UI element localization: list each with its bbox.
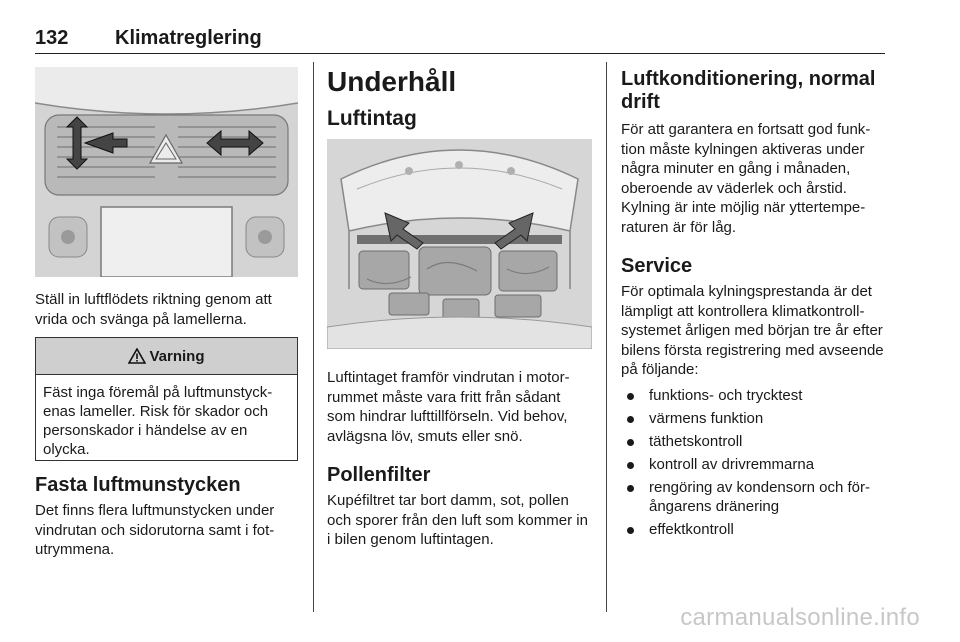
page-section-title: Klimatreglering — [115, 27, 262, 49]
list-item: funktions- och trycktest — [621, 386, 886, 406]
list-item: effektkontroll — [621, 520, 886, 540]
air-intake-text: Luftintaget framför vindrutan i motorrummet måste vara fritt från sådant som hindrar lufttillförseln. Vid behov, avlägsna löv, smuts eller snö. — [327, 369, 570, 445]
warning-title: Varning — [149, 347, 205, 365]
list-item: kontroll av drivremmarna — [621, 455, 886, 475]
list-item: värmens funktion — [621, 409, 886, 429]
ac-text: För att garantera en fortsatt god funktion måste kylningen aktiveras under några minuter en gång i månaden, oberoende av väderlek och årstid. Kylning är inte möjlig när yttertemperaturen är för låg. — [621, 121, 871, 236]
page-header — [35, 27, 885, 54]
warning-box — [35, 337, 298, 461]
bullet-icon — [627, 462, 634, 469]
ac-heading: Luftkonditionering, normal drift — [621, 68, 876, 113]
fixed-vents-heading: Fasta luftmunstycken — [35, 474, 241, 496]
service-heading: Service — [621, 255, 693, 277]
air-vents-illustration — [35, 67, 298, 277]
service-checklist — [621, 386, 886, 540]
warning-header — [36, 338, 297, 375]
bullet-icon — [627, 393, 634, 400]
pollen-filter-heading: Pollenfilter — [327, 464, 431, 486]
air-intake-heading: Luftintag — [327, 107, 417, 130]
bullet-icon — [627, 439, 634, 446]
watermark: carmanualsonline.info — [680, 604, 920, 631]
vent-caption: Ställ in luftflödets riktning genom att vrida och svänga på lamellerna. — [35, 291, 272, 328]
list-item: täthetskontroll — [621, 432, 886, 452]
pollen-filter-text: Kupéfiltret tar bort damm, sot, pollen och sporer från den luft som kommer in i bilen genom luftintagen. — [327, 492, 588, 548]
column-divider — [313, 62, 314, 612]
engine-bay-illustration — [327, 139, 592, 349]
warning-triangle-icon — [128, 348, 146, 364]
bullet-icon — [627, 485, 634, 492]
page-number: 132 — [35, 27, 69, 49]
maintenance-heading: Underhåll — [327, 66, 457, 97]
fixed-vents-text: Det finns flera luftmunstycken under vindrutan och sidorutorna samt i fotutrymmena. — [35, 502, 275, 558]
service-text: För optimala kylningsprestanda är det lämpligt att kontrollera klimatkontrollsystemet årligen med början tre år efter bilens första registrering med avseende på följande: — [621, 283, 884, 378]
bullet-icon — [627, 527, 634, 534]
warning-text: Fäst inga föremål på luftmunstyckenas lameller. Risk för skador och personskador i händelse av en olycka. — [43, 384, 273, 458]
bullet-icon — [627, 416, 634, 423]
column-divider — [606, 62, 607, 612]
list-item: rengöring av kondensorn och förångarens dränering — [621, 478, 886, 517]
